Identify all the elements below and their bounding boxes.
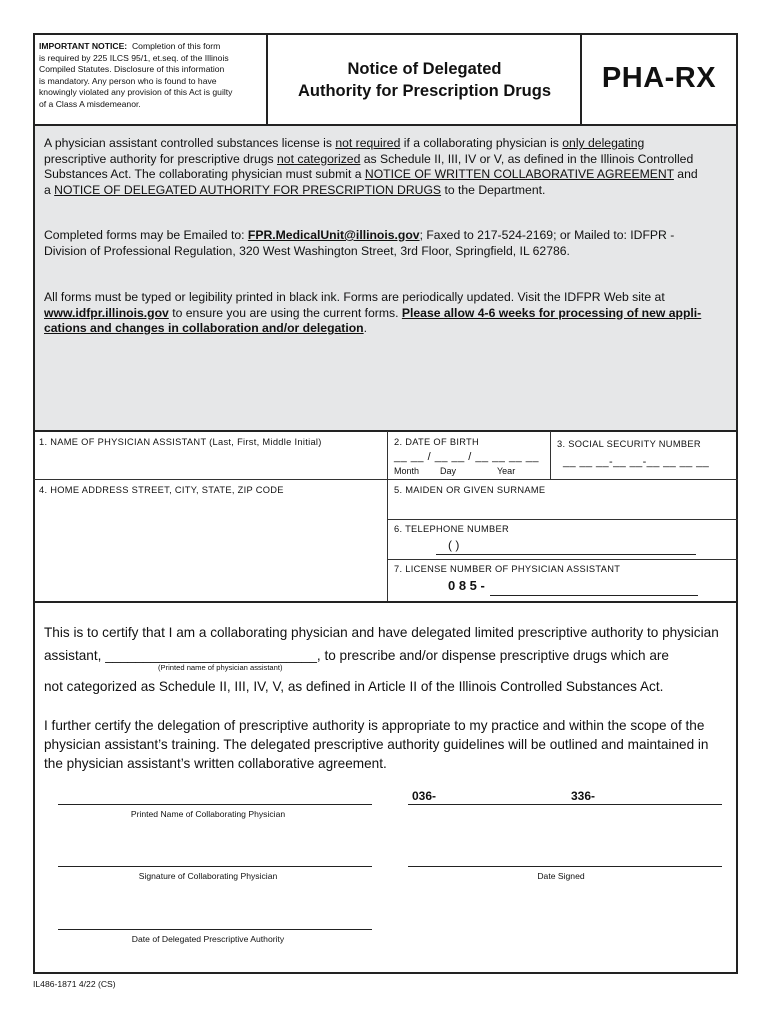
date-delegated-line[interactable]: [58, 929, 372, 930]
signature-line[interactable]: [58, 866, 372, 867]
dob-label: 2. DATE OF BIRTH: [394, 437, 480, 447]
intro-paragraph-3: All forms must be typed or legibility printed in black ink. Forms are periodically updated. Visit the IDFPR Web site at www.idfpr.illinois.gov to ensure you are using the current forms. Please allow 4-6 weeks for processing of new appli- cations and changes in collaboration and/or delegation.: [44, 290, 702, 335]
printed-name-line[interactable]: [58, 804, 372, 805]
ssn-label: 3. SOCIAL SECURITY NUMBER: [557, 439, 701, 449]
telephone-rule: [387, 559, 738, 560]
pa-name-field[interactable]: [36, 452, 386, 478]
physician-license-prefix-1: 036-: [412, 789, 437, 803]
fields-row-rule: [33, 479, 738, 480]
intro-paragraph-1: A physician assistant controlled substances license is not required if a collaborating physician is only delegating prescriptive authority for prescriptive drugs not categorized as Schedule II, III, IV or V, as defined in the Illinois Controlled Substances Act. The collaborating physician must submit a NOTICE OF WRITTEN COLLABORATIVE AGREEMENT and a NOTICE OF DELEGATED AUTHORITY FOR PRESCRIPTION DRUGS to the Department.: [44, 136, 698, 197]
important-notice: IMPORTANT NOTICE: Completion of this form is required by 225 ILCS 95/1, et.seq. of the Illinois Compiled Statutes. Disclosure of this information is mandatory. Any person who is found to have knowingly violated any provision of this Act is guilty of a Class A misdemeanor.: [39, 41, 233, 109]
fields-bottom-rule: [33, 601, 738, 603]
ssn-divider: [550, 431, 551, 479]
date-delegated-caption: Date of Delegated Prescriptive Authority: [131, 934, 285, 944]
printed-name-physician-caption: Printed Name of Collaborating Physician: [130, 809, 286, 819]
certify-paragraph-2: I further certify the delegation of prescriptive authority is appropriate to my practice and within the scope of the physician assistant’s training. The delegated prescriptive authority guidelines will be outlined and maintained in the physician assistant’s written collaborative agreement.: [44, 718, 709, 771]
intro-paragraph-2: Completed forms may be Emailed to: FPR.MedicalUnit@illinois.gov; Faxed to 217-524-2169; or Mailed to: IDFPR - Division of Professional Regulation, 320 West Washington Street, 3rd Floor, Springfield, IL 62786.: [44, 228, 675, 258]
dob-field[interactable]: __ __ / __ __ / __ __ __ __: [394, 451, 540, 463]
ssn-field[interactable]: __ __ __-__ __-__ __ __ __: [563, 456, 710, 468]
pa-printed-name-blank[interactable]: ____________________________: [105, 648, 317, 663]
maiden-name-field[interactable]: [390, 498, 736, 518]
form-title: Notice of Delegated Authority for Prescription Drugs: [297, 60, 552, 100]
form-footer-code: IL486-1871 4/22 (CS): [33, 979, 116, 989]
instructions-bottom-rule: [33, 430, 738, 432]
signature-caption: Signature of Collaborating Physician: [138, 871, 278, 881]
physician-license-line[interactable]: [408, 804, 722, 805]
home-address-field[interactable]: [36, 500, 386, 598]
form-code: PHA-RX: [601, 62, 717, 94]
maiden-rule: [387, 519, 738, 520]
date-signed-line[interactable]: [408, 866, 722, 867]
fields-divider: [387, 431, 388, 601]
certify-line-3: not categorized as Schedule II, III, IV, V, as defined in Article II of the Illinois Controlled Substances Act.: [44, 679, 664, 694]
license-number-field[interactable]: 0 8 5 -: [448, 578, 485, 593]
dob-day-caption: Day: [440, 466, 457, 476]
certify-line-1: This is to certify that I am a collaborating physician and have delegated limited prescriptive authority to physician: [44, 625, 719, 640]
telephone-underline: [436, 554, 696, 555]
maiden-name-label: 5. MAIDEN OR GIVEN SURNAME: [394, 485, 546, 495]
email-link[interactable]: FPR.MedicalUnit@illinois.gov: [247, 228, 420, 242]
home-address-label: 4. HOME ADDRESS STREET, CITY, STATE, ZIP CODE: [39, 485, 284, 495]
printed-name-caption: (Printed name of physician assistant): [158, 663, 283, 672]
physician-license-prefix-2: 336-: [571, 789, 596, 803]
certify-line-2: assistant, ____________________________, to prescribe and/or dispense prescriptive drugs which are: [44, 648, 669, 663]
telephone-field[interactable]: ( ): [448, 538, 460, 552]
pa-name-label: 1. NAME OF PHYSICIAN ASSISTANT (Last, First, Middle Initial): [39, 437, 322, 447]
license-underline: [490, 595, 698, 596]
license-number-label: 7. LICENSE NUMBER OF PHYSICIAN ASSISTANT: [394, 564, 621, 574]
dob-year-caption: Year: [497, 466, 516, 476]
telephone-label: 6. TELEPHONE NUMBER: [394, 524, 510, 534]
date-signed-caption: Date Signed: [537, 871, 585, 881]
header-divider-1: [266, 33, 268, 126]
website-link[interactable]: www.idfpr.illinois.gov: [44, 305, 169, 320]
dob-month-caption: Month: [394, 466, 420, 476]
